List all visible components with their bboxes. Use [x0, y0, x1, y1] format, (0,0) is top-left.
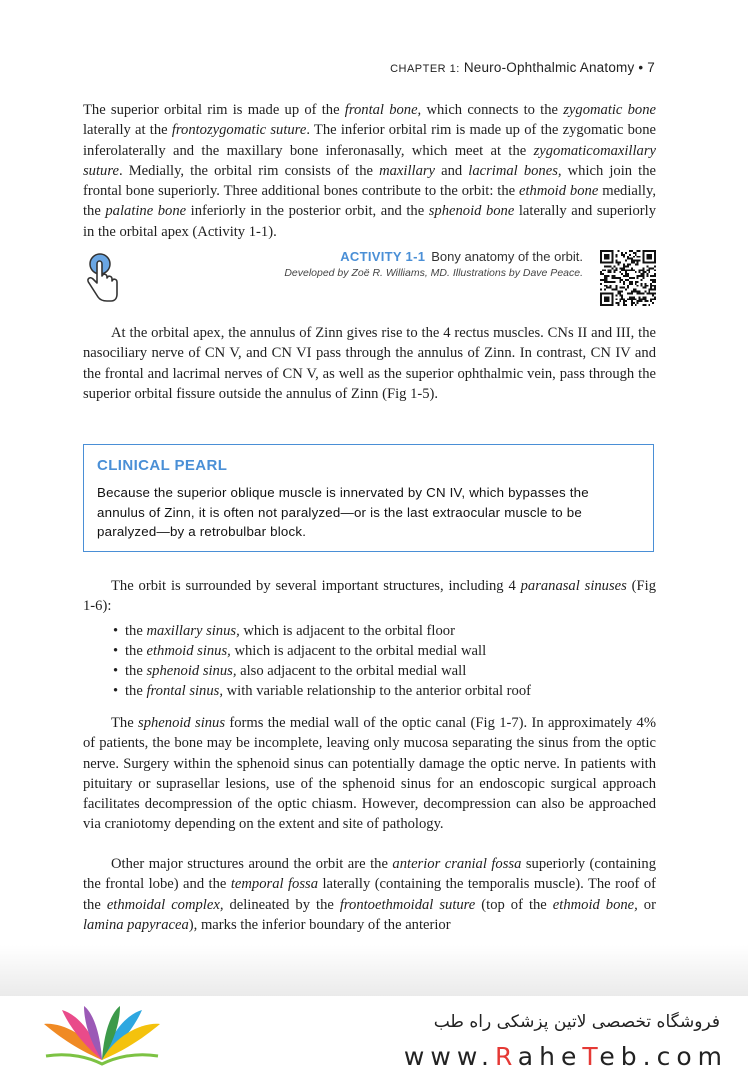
term-zygomaticomaxillary-suture: zygomaticomaxillary suture: [83, 142, 656, 179]
text-run: which connects to the: [421, 102, 564, 118]
text-run: laterally (containing the temporalis muscle). The roof of the: [83, 876, 656, 913]
text-run: The superior orbital rim is made up of the: [83, 102, 345, 118]
text-run: medially, the: [83, 183, 656, 220]
text-run: and: [435, 162, 469, 179]
page-bottom-shadow: [0, 945, 748, 1000]
term-ethmoid-bone: ethmoid bone,: [552, 896, 638, 913]
shop-name: فروشگاه تخصصی لاتین پزشکی راه طب: [433, 1012, 720, 1032]
paragraph-orbital-rim: [83, 100, 656, 242]
term-zygomatic-bone: zygomatic bone: [563, 102, 656, 118]
term-paranasal-sinuses: paranasal sinuses: [520, 578, 627, 594]
text-run: superiorly (containing the frontal lobe) and the: [83, 856, 656, 893]
term-maxillary: maxillary: [379, 162, 436, 179]
text-run: or: [637, 896, 656, 913]
term-palatine-bone: palatine bone: [105, 203, 187, 220]
sinus-list: [83, 621, 656, 702]
list-item: • the ethmoid sinus, which is adjacent to the orbital medial wall: [83, 641, 656, 661]
paragraph-paranasal-sinuses: [83, 576, 656, 702]
text-run: The: [111, 715, 139, 731]
text-run: ), marks the inferior boundary of the anterior: [188, 916, 451, 933]
running-header: [390, 60, 655, 75]
page-number: 7: [647, 60, 655, 75]
list-item: • the frontal sinus, with variable relationship to the anterior orbital roof: [83, 681, 656, 701]
term-frontal-bone: frontal bone,: [344, 102, 422, 118]
text-run: The orbit is surrounded by several important structures, including 4: [111, 578, 521, 594]
clinical-pearl-title: CLINICAL PEARL: [97, 457, 228, 474]
text-run: (top of the: [475, 896, 553, 913]
activity-label: ACTIVITY 1-1: [340, 249, 426, 264]
paragraph-orbital-apex-text: At the orbital apex, the annulus of Zinn gives rise to the 4 rectus muscles. CNs II and III, the nasociliary nerve of CN V, and CN VI pass through the annulus of Zinn. In contrast, CN IV and the frontal and lacrimal nerves of CN V, as well as the superior ophthalmic vein, pass through the superior orbital fissure outside the annulus of Zinn (Fig 1-5).: [83, 325, 656, 402]
pointing-hand-icon[interactable]: [83, 253, 119, 303]
activity-credit: Developed by Zoë R. Williams, MD. Illustrations by Dave Peace.: [284, 267, 583, 279]
list-item: • the sphenoid sinus, also adjacent to the orbital medial wall: [83, 661, 656, 681]
term-lamina-papyracea: lamina papyracea: [83, 916, 189, 933]
term-temporal-fossa: temporal fossa: [230, 876, 318, 893]
clinical-pearl-box: [83, 444, 654, 552]
paragraph-sphenoid-sinus: [83, 713, 656, 835]
text-run: . The inferior orbital rim is made up of the zygomatic bone inferolaterally and the maxillary bone inferonasally, which meet at the: [83, 122, 656, 159]
open-book-logo: [40, 1004, 164, 1066]
term-frontozygomatic-suture: frontozygomatic suture: [171, 122, 307, 139]
text-run: Other major structures around the orbit are the: [111, 856, 393, 872]
term-sphenoid-sinus: sphenoid sinus: [138, 715, 226, 731]
chapter-label: CHAPTER 1:: [390, 63, 460, 75]
header-separator: •: [638, 60, 644, 75]
watermark-banner: [0, 996, 748, 1080]
paragraph-orbital-apex: [83, 323, 656, 404]
text-run: inferiorly in the posterior orbit, and the: [186, 203, 429, 220]
term-ethmoid-bone: ethmoid bone: [519, 183, 599, 200]
text-run: laterally at the: [83, 122, 172, 139]
paragraph-major-structures: [83, 854, 656, 935]
text-run: delineated by the: [223, 896, 340, 913]
term-sphenoid-bone: sphenoid bone: [428, 203, 515, 220]
text-run: (Fig 1-6):: [83, 578, 656, 615]
shop-url: www.RaheTeb.com: [403, 1042, 728, 1071]
activity-text: [284, 249, 583, 279]
qr-code-icon[interactable]: [600, 250, 656, 306]
list-item: • the maxillary sinus, which is adjacent to the orbital floor: [83, 621, 656, 641]
term-lacrimal-bones: lacrimal bones,: [468, 162, 562, 179]
clinical-pearl-text: Because the superior oblique muscle is innervated by CN IV, which bypasses the annulus of Zinn, it is often not paralyzed—or is the last extraocular muscle to be paralyzed—by a retrobulbar block.: [97, 485, 589, 540]
text-run: . Medially, the orbital rim consists of the: [118, 162, 380, 179]
text-run: laterally and superiorly in the orbital apex (Activity 1-1).: [83, 203, 656, 240]
term-anterior-cranial-fossa: anterior cranial fossa: [392, 856, 522, 872]
term-frontoethmoidal-suture: frontoethmoidal suture: [339, 896, 476, 913]
activity-callout[interactable]: [83, 249, 656, 309]
activity-title: Bony anatomy of the orbit.: [431, 249, 583, 264]
chapter-title: Neuro-Ophthalmic Anatomy: [463, 60, 635, 75]
text-run: forms the medial wall of the optic canal (Fig 1-7). In approximately 4% of patients, the bone may be incomplete, leaving only mucosa separating the sinus from the optic nerve. Surgery within the sphenoid sinus can potentially damage the optic nerve. In patients with pituitary or suprasellar lesions, use of the sphenoid sinus for an endoscopic surgical approach facilitates decompression of the optic chiasm. However, decompression can also be approached via craniotomy depending on the extent and site of pathology.: [83, 715, 656, 833]
term-ethmoidal-complex: ethmoidal complex,: [106, 896, 224, 913]
text-run: which join the frontal bone superiorly. Three additional bones contribute to the orbit: the: [83, 162, 656, 200]
